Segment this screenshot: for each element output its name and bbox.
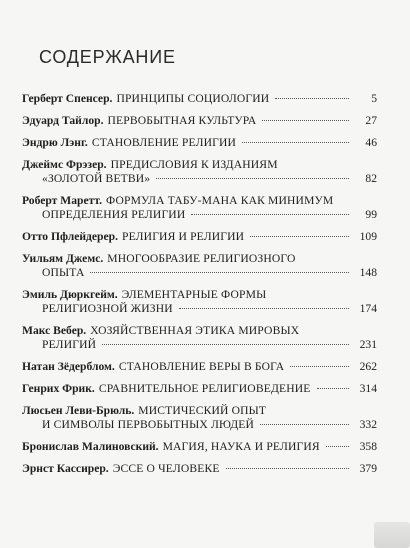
toc-title: ХОЗЯЙСТВЕННАЯ ЭТИКА МИРОВЫХ <box>90 324 300 337</box>
dot-leader <box>156 177 349 179</box>
toc-page-number: 379 <box>359 462 377 475</box>
toc-page-number: 231 <box>359 338 377 351</box>
toc-entry-line <box>22 462 377 476</box>
toc-entry-line <box>22 158 377 172</box>
toc-entry-line <box>22 92 377 106</box>
toc-author: Герберт Спенсер. <box>22 92 113 105</box>
toc-page-number: 314 <box>359 382 377 395</box>
dot-leader <box>102 343 349 345</box>
toc-author: Генрих Фрик. <box>22 382 95 395</box>
dot-leader <box>260 423 349 425</box>
toc-entry-line <box>22 324 377 338</box>
toc-title: СТАНОВЛЕНИЕ ВЕРЫ В БОГА <box>118 360 285 373</box>
toc-page-number: 358 <box>359 440 377 453</box>
toc-author: Эдуард Тайлор. <box>22 114 104 127</box>
toc-entry <box>22 440 377 454</box>
toc-entry <box>22 288 377 316</box>
toc-title: «ЗОЛОТОЙ ВЕТВИ» <box>42 172 151 185</box>
toc-title: РЕЛИГИЙ <box>42 338 97 351</box>
toc-page-number: 99 <box>365 208 377 221</box>
toc-title: РЕЛИГИОЗНОЙ ЖИЗНИ <box>42 302 173 315</box>
toc-page-number: 148 <box>359 266 377 279</box>
toc-entry-line <box>22 288 377 302</box>
toc-page-number: 5 <box>371 92 377 105</box>
toc-author: Бронислав Малиновский. <box>22 440 159 453</box>
toc-page-number: 82 <box>365 172 377 185</box>
toc-title: СТАНОВЛЕНИЕ РЕЛИГИИ <box>91 136 237 149</box>
toc-entry-line <box>22 136 377 150</box>
toc-title: ЭЛЕМЕНТАРНЫЕ ФОРМЫ <box>121 288 267 301</box>
toc-entry <box>22 252 377 280</box>
toc-entry-line <box>22 338 377 352</box>
toc-title: МАГИЯ, НАУКА И РЕЛИГИЯ <box>162 440 320 453</box>
toc-title: СРАВНИТЕЛЬНОЕ РЕЛИГИОВЕДЕНИЕ <box>98 382 311 395</box>
dot-leader <box>317 387 349 389</box>
toc-entry-line <box>22 382 377 396</box>
toc-author: Люсьен Леви-Брюль. <box>22 404 135 417</box>
toc-entry <box>22 136 377 150</box>
toc-entry-line <box>22 252 377 266</box>
toc-entry <box>22 324 377 352</box>
toc-entry <box>22 92 377 106</box>
toc-entry <box>22 360 377 374</box>
toc-author: Эрнст Кассирер. <box>22 462 109 475</box>
dot-leader <box>275 97 349 99</box>
toc-entry <box>22 404 377 432</box>
toc-entry-line <box>22 266 377 280</box>
dot-leader <box>262 119 349 121</box>
toc-title: ПЕРВОБЫТНАЯ КУЛЬТУРА <box>107 114 257 127</box>
toc-title: МИСТИЧЕСКИЙ ОПЫТ <box>138 404 267 417</box>
toc-title: ПРЕДИСЛОВИЯ К ИЗДАНИЯМ <box>110 158 278 171</box>
toc-entry <box>22 230 377 244</box>
toc-page-number: 332 <box>359 418 377 431</box>
toc-entry-line <box>22 172 377 186</box>
toc-title: ЭССЕ О ЧЕЛОВЕКЕ <box>112 462 220 475</box>
dot-leader <box>179 307 349 309</box>
toc-author: Макс Вебер. <box>22 324 87 337</box>
toc-page-number: 109 <box>359 230 377 243</box>
dot-leader <box>290 365 349 367</box>
toc-entry-line <box>22 404 377 418</box>
dot-leader <box>250 235 349 237</box>
toc-page-number: 27 <box>365 114 377 127</box>
toc-entry-line <box>22 440 377 454</box>
dot-leader <box>226 467 349 469</box>
toc-title: ФОРМУЛА ТАБУ-МАНА КАК МИНИМУМ <box>106 194 334 207</box>
toc-entry <box>22 382 377 396</box>
toc-entry <box>22 158 377 186</box>
toc-entry <box>22 194 377 222</box>
dot-leader <box>191 213 349 215</box>
toc-author: Уильям Джемс. <box>22 252 104 265</box>
toc-entry <box>22 462 377 476</box>
toc-entry-line <box>22 230 377 244</box>
toc-title: МНОГООБРАЗИЕ РЕЛИГИОЗНОГО <box>107 252 296 265</box>
toc-page-number: 262 <box>359 360 377 373</box>
dot-leader <box>242 141 349 143</box>
toc-title: ОПЫТА <box>42 266 85 279</box>
toc-entry-line <box>22 360 377 374</box>
toc-title: РЕЛИГИЯ И РЕЛИГИИ <box>121 230 245 243</box>
dot-leader <box>326 445 349 447</box>
toc-page-number: 174 <box>359 302 377 315</box>
toc-author: Отто Пфлейдерер. <box>22 230 118 243</box>
dot-leader <box>90 271 349 273</box>
toc-author: Джеймс Фрэзер. <box>22 158 107 171</box>
page-corner-mark <box>374 522 410 548</box>
toc-author: Эндрю Лэнг. <box>22 136 88 149</box>
toc-title: И СИМВОЛЫ ПЕРВОБЫТНЫХ ЛЮДЕЙ <box>42 418 255 431</box>
toc-entry-line <box>22 114 377 128</box>
toc-title: ОПРЕДЕЛЕНИЯ РЕЛИГИИ <box>42 208 186 221</box>
toc-entry-line <box>22 194 377 208</box>
toc-entry-line <box>22 302 377 316</box>
toc-entry <box>22 114 377 128</box>
toc-author: Эмиль Дюркгейм. <box>22 288 118 301</box>
toc-author: Роберт Маретт. <box>22 194 103 207</box>
toc-page-number: 46 <box>365 136 377 149</box>
toc-entry-line <box>22 208 377 222</box>
toc-author: Натан Зёдерблом. <box>22 360 115 373</box>
toc-entry-line <box>22 418 377 432</box>
toc-title: ПРИНЦИПЫ СОЦИОЛОГИИ <box>116 92 270 105</box>
page-heading: СОДЕРЖАНИЕ <box>39 47 176 67</box>
